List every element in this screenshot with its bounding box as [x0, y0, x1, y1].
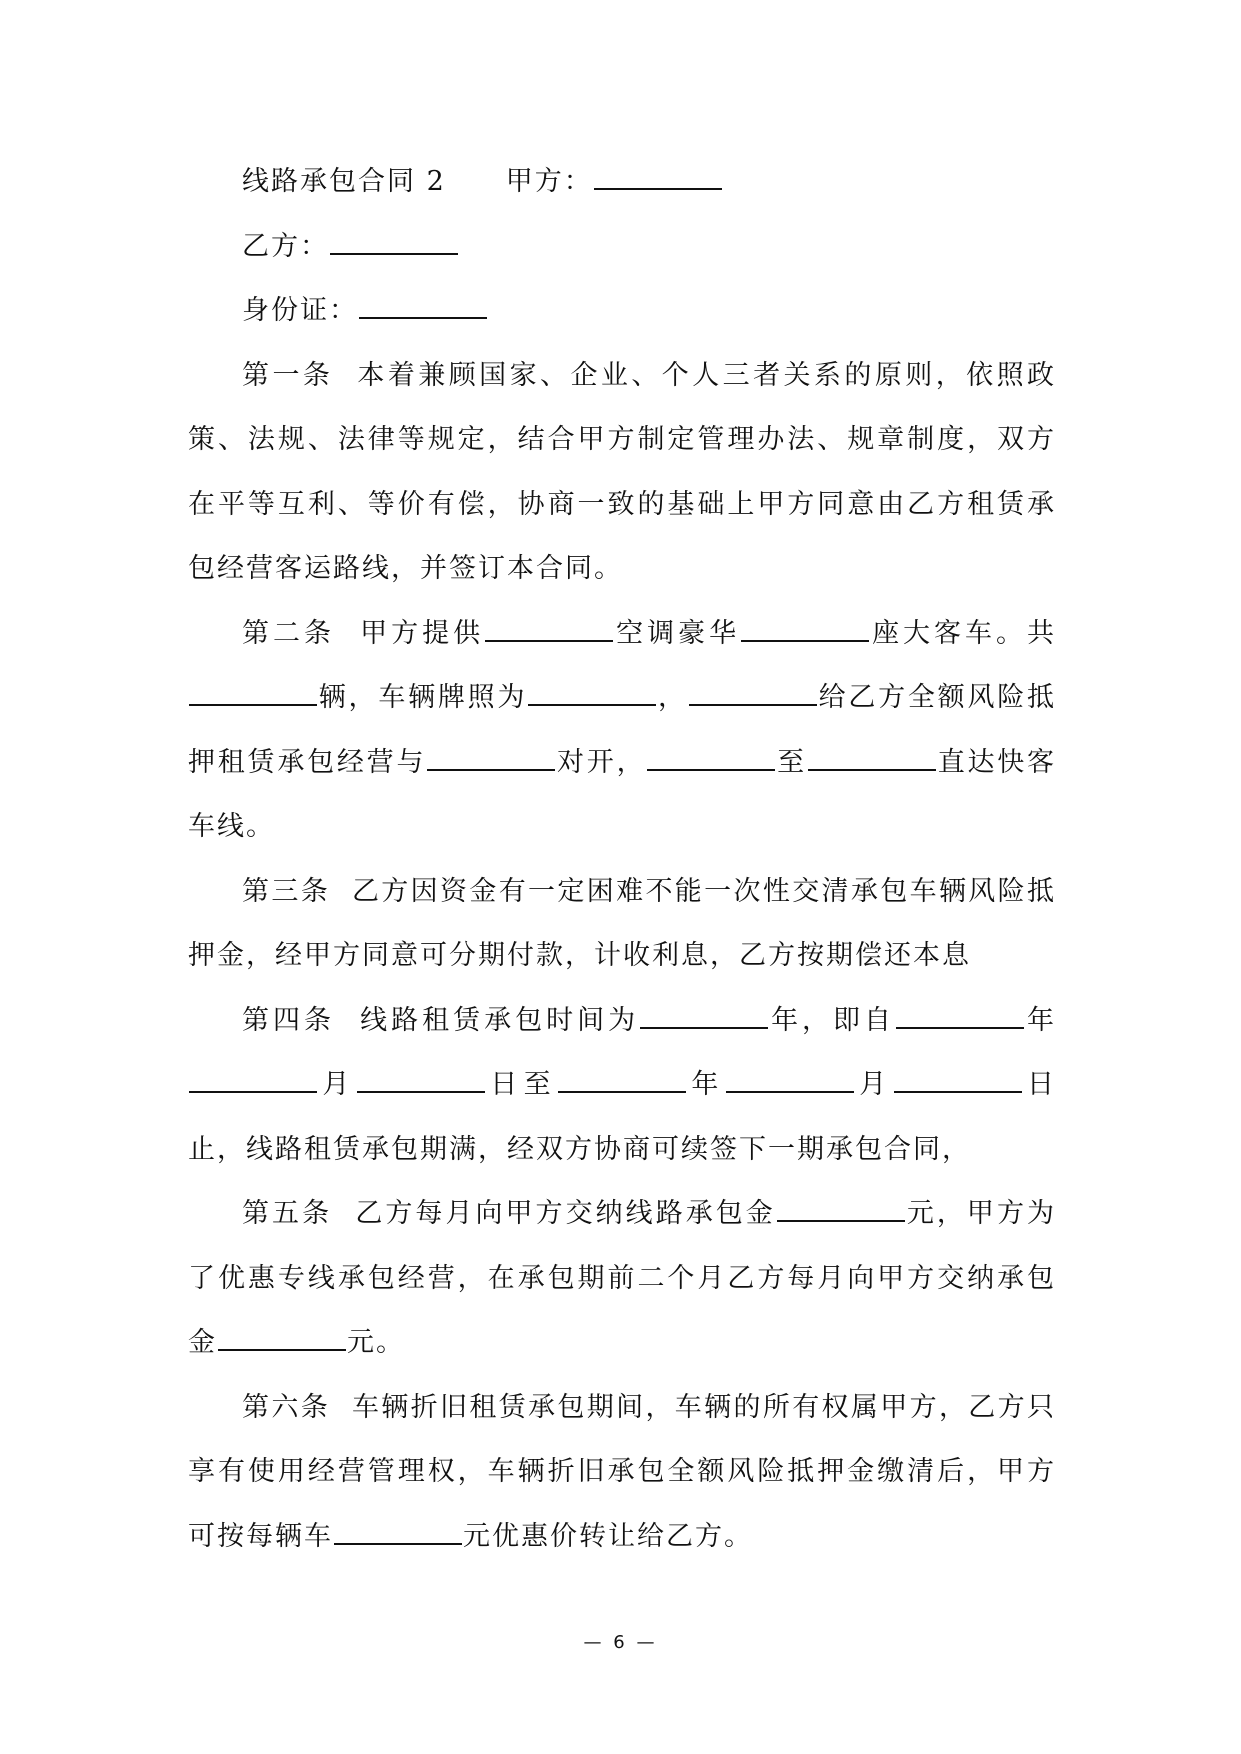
article-4-text: 线路租赁承包时间为: [360, 1004, 640, 1036]
blank-field: [777, 1196, 905, 1222]
id-card-blank: [359, 293, 487, 319]
blank-field: [741, 616, 869, 642]
blank-field: [528, 680, 656, 706]
article-2-text: 直达快客车线。: [188, 746, 1057, 842]
article-4-text: 年: [1025, 1004, 1057, 1036]
blank-field: [189, 1067, 317, 1093]
article-2-text: 给乙方全额风险抵押租赁承包经营与: [188, 682, 1057, 778]
blank-field: [640, 1003, 768, 1029]
page-number: — 6 —: [583, 1632, 658, 1653]
article-6: [188, 1376, 1056, 1570]
article-2: [188, 602, 1056, 860]
blank-field: [558, 1067, 686, 1093]
contract-body: [188, 150, 1056, 1569]
article-1-text: 本着兼顾国家、企业、个人三者关系的原则，依照政策、法规、法律等规定，结合甲方制定管理办法、规章制度，双方在平等互利、等价有偿，协商一致的基础上甲方同意由乙方租赁承包经营客运路线，并签订本合同。: [188, 359, 1057, 584]
article-5-heading: 第五条: [242, 1198, 333, 1229]
article-4-heading: 第四条: [242, 1004, 335, 1036]
article-2-heading: 第二条: [242, 617, 335, 649]
article-3-text: 乙方因资金有一定困难不能一次性交清承包车辆风险抵押金，经甲方同意可分期付款，计收利息，乙方按期偿还本息: [188, 875, 1057, 971]
blank-field: [894, 1067, 1022, 1093]
blank-field: [726, 1067, 854, 1093]
article-4: [188, 989, 1056, 1183]
article-3-heading: 第三条: [242, 875, 331, 907]
article-3: [188, 860, 1056, 989]
article-6-text: 车辆折旧租赁承包期间，车辆的所有权属甲方，乙方只享有使用经营管理权，车辆折旧承包全额风险抵押金缴清后，甲方可按每辆车: [188, 1391, 1057, 1552]
party-b-blank: [330, 229, 458, 255]
blank-field: [896, 1003, 1024, 1029]
id-card-line: [188, 279, 1056, 344]
article-5-text: 元，甲方为了优惠专线承包经营，在承包期前二个月乙方每月向甲方交纳承包金: [188, 1198, 1057, 1358]
article-5: [188, 1182, 1056, 1376]
blank-field: [427, 745, 555, 771]
blank-field: [485, 616, 613, 642]
blank-field: [218, 1325, 346, 1351]
article-4-text: 月: [318, 1069, 356, 1100]
article-2-text: 甲方提供: [360, 617, 485, 649]
article-2-text: ，: [657, 682, 688, 713]
article-6-heading: 第六条: [242, 1391, 331, 1423]
blank-field: [334, 1519, 462, 1545]
blank-field: [647, 745, 775, 771]
article-2-text: 辆，车辆牌照为: [318, 682, 528, 713]
article-2-text: 空调豪华: [614, 617, 741, 649]
article-4-text: 日至: [485, 1069, 558, 1100]
blank-field: [189, 680, 317, 706]
id-card-label: 身份证：: [242, 295, 358, 326]
blank-field: [357, 1067, 485, 1093]
article-1: [188, 344, 1056, 602]
article-5-text: 乙方每月向甲方交纳线路承包金: [355, 1198, 776, 1229]
party-b-label: 乙方：: [242, 230, 329, 262]
article-2-text: 座大客车。共: [870, 617, 1057, 649]
contract-title-line: [188, 150, 1056, 215]
article-1-heading: 第一条: [242, 359, 334, 391]
blank-field: [689, 680, 817, 706]
party-a-blank: [594, 164, 722, 190]
article-4-text: 日止，线路租赁承包期满，经双方协商可续签下一期承包合同，: [188, 1069, 1057, 1165]
article-2-text: 对开，: [556, 746, 647, 778]
article-6-text: 元优惠价转让给乙方。: [463, 1520, 753, 1552]
article-5-text: 元。: [347, 1327, 405, 1358]
article-4-text: 年: [687, 1069, 725, 1100]
blank-field: [808, 745, 936, 771]
contract-title: 线路承包合同 2: [242, 166, 446, 197]
party-a-label: 甲方：: [505, 166, 593, 197]
article-2-text: 至: [776, 746, 807, 778]
article-4-text: 年，即自: [769, 1004, 896, 1036]
party-b-line: [188, 215, 1056, 280]
article-4-text: 月: [854, 1069, 893, 1100]
